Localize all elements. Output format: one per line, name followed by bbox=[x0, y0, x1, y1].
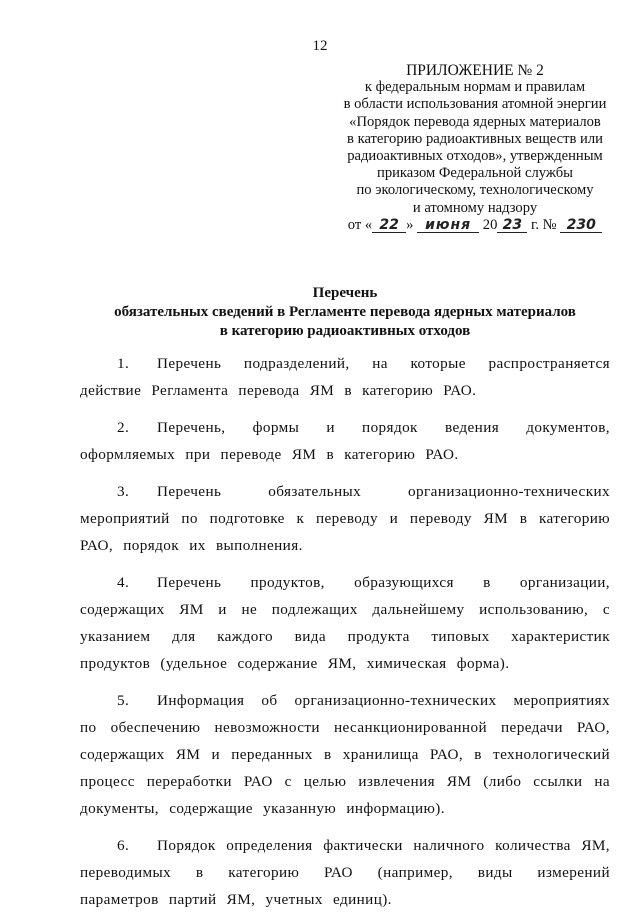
page-number: 12 bbox=[312, 38, 328, 54]
item-number: 1. bbox=[117, 355, 130, 372]
item-number: 2. bbox=[117, 419, 130, 436]
list-item bbox=[80, 569, 610, 677]
item-text: Информация об организационно-технических мероприятиях по обеспечению невозможности несанкционированной передачи РАО, содержащих ЯМ и переданных в хранилища РАО, в технологический процесс переработки РАО с целью извлечения ЯМ (либо ссылки на документы, содержащие указанную информацию). bbox=[80, 692, 610, 817]
title-line-1: Перечень bbox=[312, 285, 378, 301]
appendix-line: в области использования атомной энергии bbox=[343, 96, 607, 113]
list-item bbox=[80, 478, 610, 559]
list-item bbox=[80, 414, 610, 468]
document-title bbox=[80, 284, 610, 341]
date-prefix: от « bbox=[347, 216, 373, 233]
list-item bbox=[80, 687, 610, 822]
title-line-2: обязательных сведений в Регламенте перевода ядерных материалов bbox=[114, 304, 576, 320]
item-text: Перечень продуктов, образующихся в организации, содержащих ЯМ и не подлежащих дальнейшему использованию, с указанием для каждого вида продукта типовых характеристик продуктов (удельное содержание ЯМ, химическая форма). bbox=[80, 574, 610, 672]
handwritten-month: июня bbox=[417, 218, 479, 233]
appendix-line: радиоактивных отходов», утвержденным bbox=[347, 148, 603, 165]
item-text: Перечень обязательных организационно-технических мероприятий по подготовке к переводу и переводу ЯМ в категорию РАО, порядок их выполнения. bbox=[80, 483, 610, 554]
item-text: Перечень подразделений, на которые распространяется действие Регламента перевода ЯМ в категорию РАО. bbox=[80, 355, 610, 399]
handwritten-order-number: 230 bbox=[560, 218, 602, 233]
item-number: 5. bbox=[117, 692, 130, 709]
appendix-header: ПРИЛОЖЕНИЕ № 2 bbox=[406, 62, 544, 79]
appendix-line: «Порядок перевода ядерных материалов bbox=[349, 113, 601, 130]
list-item bbox=[80, 832, 610, 913]
date-after-day: » bbox=[406, 216, 414, 233]
appendix-line: и атомному надзору bbox=[412, 199, 538, 216]
appendix-line: по экологическому, технологическому bbox=[356, 182, 594, 199]
order-number-label: г. № bbox=[531, 216, 557, 233]
order-date-line bbox=[330, 217, 620, 234]
item-text: Перечень, формы и порядок ведения документов, оформляемых при переводе ЯМ в категорию РАО. bbox=[80, 419, 610, 463]
item-number: 6. bbox=[117, 837, 130, 854]
items-list bbox=[80, 350, 610, 923]
handwritten-day: 22 bbox=[372, 218, 406, 233]
year-prefix: 20 bbox=[482, 216, 498, 233]
item-number: 4. bbox=[117, 574, 130, 591]
item-number: 3. bbox=[117, 483, 130, 500]
list-item bbox=[80, 350, 610, 404]
appendix-line: к федеральным нормам и правилам bbox=[364, 79, 586, 96]
handwritten-year: 23 bbox=[497, 218, 527, 233]
appendix-line: в категорию радиоактивных веществ или bbox=[347, 130, 603, 147]
appendix-line: приказом Федеральной службы bbox=[377, 165, 573, 182]
item-text: Порядок определения фактически наличного количества ЯМ, переводимых в категорию РАО (например, виды измерений параметров партий ЯМ, учетных единиц). bbox=[80, 837, 610, 908]
title-line-3: в категорию радиоактивных отходов bbox=[219, 323, 471, 339]
appendix-block bbox=[330, 62, 620, 234]
